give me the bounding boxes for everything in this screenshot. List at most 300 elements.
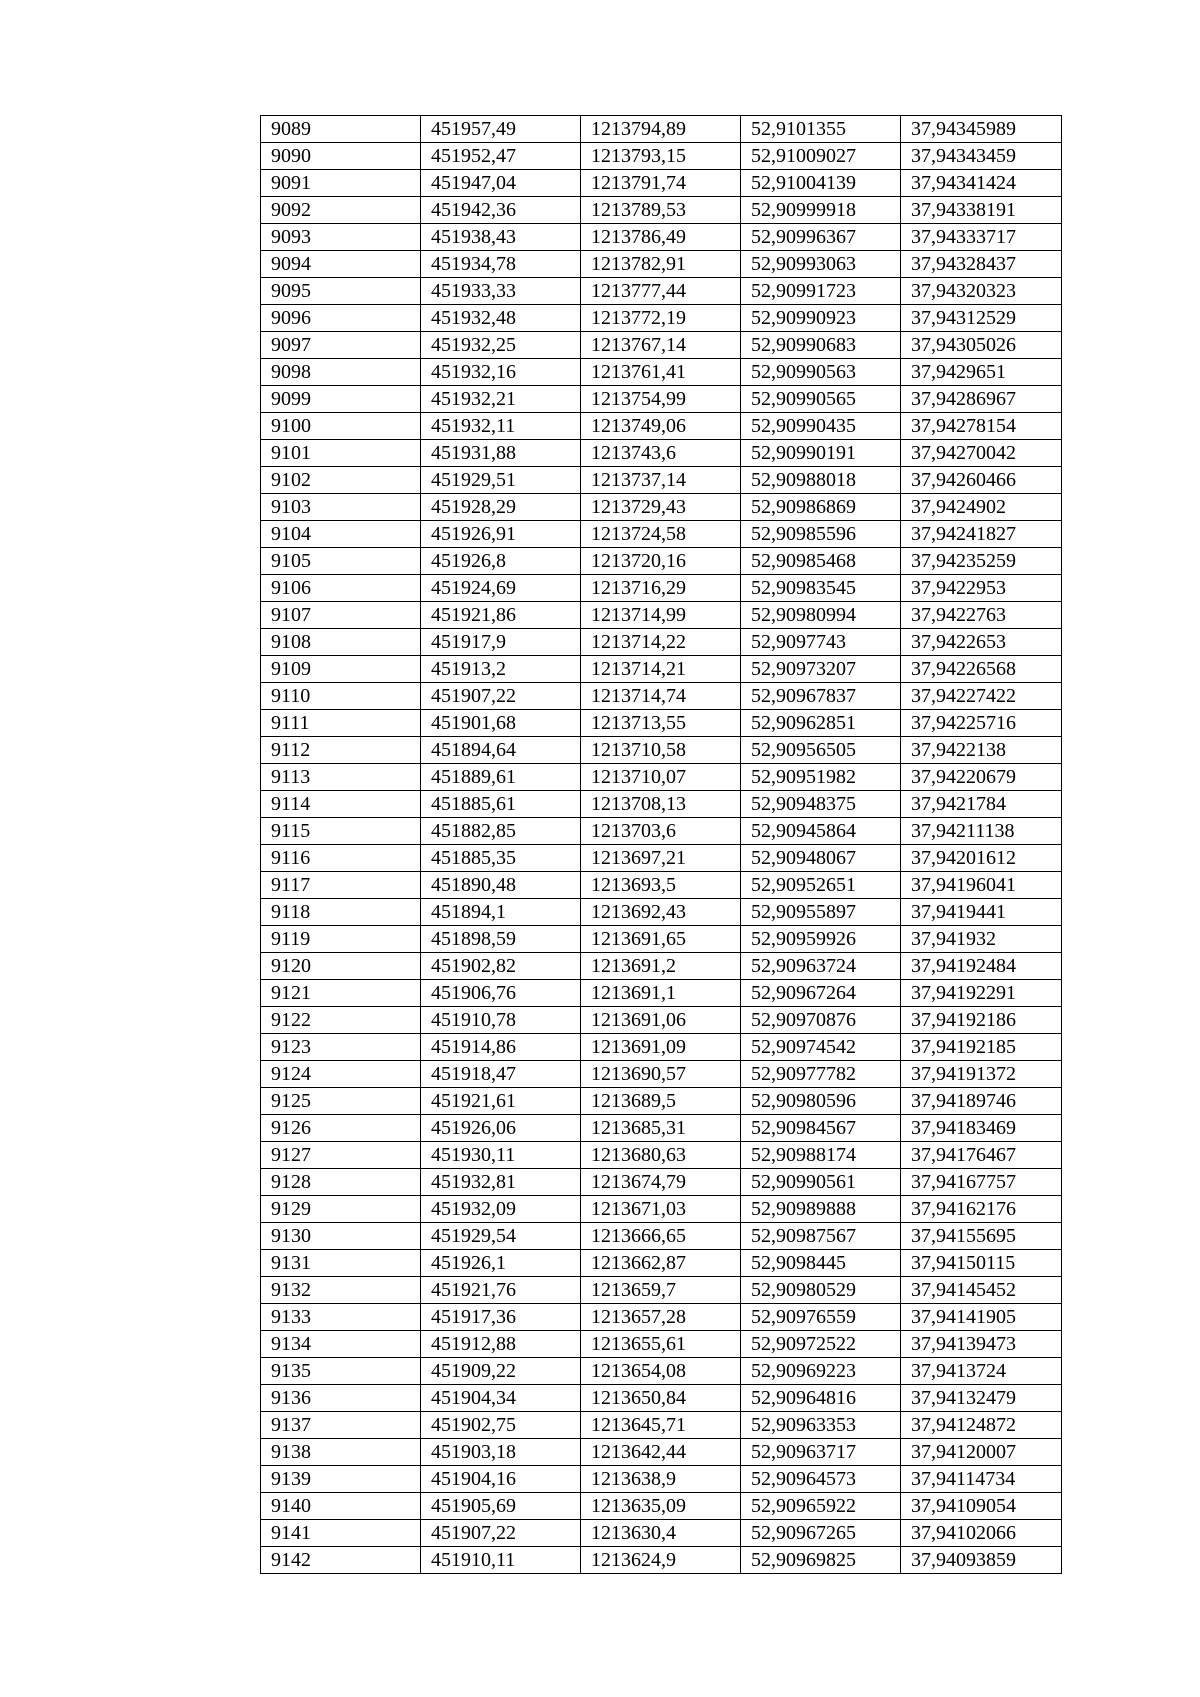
latitude-cell: 52,90990563 [741, 359, 901, 386]
x-coordinate-cell: 451929,54 [421, 1223, 581, 1250]
x-coordinate-cell: 451906,76 [421, 980, 581, 1007]
x-coordinate-cell: 451907,22 [421, 1520, 581, 1547]
latitude-cell: 52,90973207 [741, 656, 901, 683]
x-coordinate-cell: 451902,75 [421, 1412, 581, 1439]
table-row [261, 251, 1062, 278]
table-row [261, 791, 1062, 818]
x-coordinate-cell: 451885,35 [421, 845, 581, 872]
y-coordinate-cell: 1213724,58 [581, 521, 741, 548]
longitude-cell: 37,94278154 [901, 413, 1062, 440]
table-row [261, 224, 1062, 251]
table-row [261, 926, 1062, 953]
latitude-cell: 52,90956505 [741, 737, 901, 764]
point-number-cell: 9111 [261, 710, 421, 737]
y-coordinate-cell: 1213655,61 [581, 1331, 741, 1358]
table-row [261, 467, 1062, 494]
x-coordinate-cell: 451938,43 [421, 224, 581, 251]
point-number-cell: 9096 [261, 305, 421, 332]
x-coordinate-cell: 451917,36 [421, 1304, 581, 1331]
latitude-cell: 52,90948067 [741, 845, 901, 872]
point-number-cell: 9094 [261, 251, 421, 278]
latitude-cell: 52,90962851 [741, 710, 901, 737]
coordinates-table-body [261, 116, 1062, 1574]
table-row [261, 1439, 1062, 1466]
latitude-cell: 52,90951982 [741, 764, 901, 791]
latitude-cell: 52,90990683 [741, 332, 901, 359]
x-coordinate-cell: 451926,91 [421, 521, 581, 548]
x-coordinate-cell: 451894,1 [421, 899, 581, 926]
longitude-cell: 37,94305026 [901, 332, 1062, 359]
point-number-cell: 9110 [261, 683, 421, 710]
point-number-cell: 9091 [261, 170, 421, 197]
point-number-cell: 9095 [261, 278, 421, 305]
table-row [261, 1088, 1062, 1115]
latitude-cell: 52,90993063 [741, 251, 901, 278]
point-number-cell: 9127 [261, 1142, 421, 1169]
longitude-cell: 37,94114734 [901, 1466, 1062, 1493]
y-coordinate-cell: 1213642,44 [581, 1439, 741, 1466]
table-row [261, 1304, 1062, 1331]
table-row [261, 1331, 1062, 1358]
table-row [261, 305, 1062, 332]
longitude-cell: 37,94155695 [901, 1223, 1062, 1250]
x-coordinate-cell: 451930,11 [421, 1142, 581, 1169]
x-coordinate-cell: 451929,51 [421, 467, 581, 494]
y-coordinate-cell: 1213624,9 [581, 1547, 741, 1574]
y-coordinate-cell: 1213697,21 [581, 845, 741, 872]
longitude-cell: 37,94120007 [901, 1439, 1062, 1466]
point-number-cell: 9142 [261, 1547, 421, 1574]
x-coordinate-cell: 451898,59 [421, 926, 581, 953]
latitude-cell: 52,90965922 [741, 1493, 901, 1520]
longitude-cell: 37,94343459 [901, 143, 1062, 170]
latitude-cell: 52,90989888 [741, 1196, 901, 1223]
y-coordinate-cell: 1213638,9 [581, 1466, 741, 1493]
table-row [261, 1520, 1062, 1547]
table-row [261, 683, 1062, 710]
latitude-cell: 52,90999918 [741, 197, 901, 224]
point-number-cell: 9128 [261, 1169, 421, 1196]
x-coordinate-cell: 451904,34 [421, 1385, 581, 1412]
point-number-cell: 9134 [261, 1331, 421, 1358]
x-coordinate-cell: 451926,1 [421, 1250, 581, 1277]
longitude-cell: 37,94241827 [901, 521, 1062, 548]
x-coordinate-cell: 451932,09 [421, 1196, 581, 1223]
latitude-cell: 52,90987567 [741, 1223, 901, 1250]
latitude-cell: 52,91009027 [741, 143, 901, 170]
point-number-cell: 9140 [261, 1493, 421, 1520]
longitude-cell: 37,94141905 [901, 1304, 1062, 1331]
latitude-cell: 52,90977782 [741, 1061, 901, 1088]
latitude-cell: 52,90974542 [741, 1034, 901, 1061]
y-coordinate-cell: 1213729,43 [581, 494, 741, 521]
table-row [261, 359, 1062, 386]
table-row [261, 1115, 1062, 1142]
table-row [261, 1547, 1062, 1574]
x-coordinate-cell: 451928,29 [421, 494, 581, 521]
point-number-cell: 9119 [261, 926, 421, 953]
y-coordinate-cell: 1213708,13 [581, 791, 741, 818]
latitude-cell: 52,90967265 [741, 1520, 901, 1547]
table-row [261, 872, 1062, 899]
longitude-cell: 37,94124872 [901, 1412, 1062, 1439]
point-number-cell: 9123 [261, 1034, 421, 1061]
point-number-cell: 9121 [261, 980, 421, 1007]
y-coordinate-cell: 1213662,87 [581, 1250, 741, 1277]
latitude-cell: 52,90952651 [741, 872, 901, 899]
latitude-cell: 52,90980994 [741, 602, 901, 629]
table-row [261, 710, 1062, 737]
latitude-cell: 52,90969223 [741, 1358, 901, 1385]
y-coordinate-cell: 1213691,06 [581, 1007, 741, 1034]
y-coordinate-cell: 1213714,22 [581, 629, 741, 656]
point-number-cell: 9117 [261, 872, 421, 899]
table-row [261, 953, 1062, 980]
table-row [261, 1358, 1062, 1385]
x-coordinate-cell: 451885,61 [421, 791, 581, 818]
point-number-cell: 9135 [261, 1358, 421, 1385]
latitude-cell: 52,90988174 [741, 1142, 901, 1169]
latitude-cell: 52,90963717 [741, 1439, 901, 1466]
longitude-cell: 37,94338191 [901, 197, 1062, 224]
latitude-cell: 52,90990191 [741, 440, 901, 467]
point-number-cell: 9092 [261, 197, 421, 224]
x-coordinate-cell: 451957,49 [421, 116, 581, 143]
longitude-cell: 37,94220679 [901, 764, 1062, 791]
table-row [261, 845, 1062, 872]
table-row [261, 764, 1062, 791]
table-row [261, 1412, 1062, 1439]
longitude-cell: 37,94189746 [901, 1088, 1062, 1115]
longitude-cell: 37,94286967 [901, 386, 1062, 413]
y-coordinate-cell: 1213761,41 [581, 359, 741, 386]
longitude-cell: 37,94211138 [901, 818, 1062, 845]
point-number-cell: 9104 [261, 521, 421, 548]
longitude-cell: 37,94102066 [901, 1520, 1062, 1547]
point-number-cell: 9118 [261, 899, 421, 926]
y-coordinate-cell: 1213754,99 [581, 386, 741, 413]
latitude-cell: 52,90996367 [741, 224, 901, 251]
y-coordinate-cell: 1213791,74 [581, 170, 741, 197]
x-coordinate-cell: 451918,47 [421, 1061, 581, 1088]
y-coordinate-cell: 1213645,71 [581, 1412, 741, 1439]
x-coordinate-cell: 451907,22 [421, 683, 581, 710]
table-row [261, 1385, 1062, 1412]
y-coordinate-cell: 1213635,09 [581, 1493, 741, 1520]
x-coordinate-cell: 451882,85 [421, 818, 581, 845]
point-number-cell: 9098 [261, 359, 421, 386]
point-number-cell: 9124 [261, 1061, 421, 1088]
y-coordinate-cell: 1213680,63 [581, 1142, 741, 1169]
y-coordinate-cell: 1213654,08 [581, 1358, 741, 1385]
y-coordinate-cell: 1213703,6 [581, 818, 741, 845]
y-coordinate-cell: 1213710,58 [581, 737, 741, 764]
table-row [261, 980, 1062, 1007]
latitude-cell: 52,90984567 [741, 1115, 901, 1142]
latitude-cell: 52,90964573 [741, 1466, 901, 1493]
latitude-cell: 52,90985596 [741, 521, 901, 548]
longitude-cell: 37,94312529 [901, 305, 1062, 332]
latitude-cell: 52,90945864 [741, 818, 901, 845]
latitude-cell: 52,90963353 [741, 1412, 901, 1439]
table-row [261, 1466, 1062, 1493]
table-row [261, 629, 1062, 656]
longitude-cell: 37,9422138 [901, 737, 1062, 764]
table-row [261, 278, 1062, 305]
point-number-cell: 9109 [261, 656, 421, 683]
point-number-cell: 9116 [261, 845, 421, 872]
point-number-cell: 9101 [261, 440, 421, 467]
latitude-cell: 52,91004139 [741, 170, 901, 197]
longitude-cell: 37,94145452 [901, 1277, 1062, 1304]
point-number-cell: 9108 [261, 629, 421, 656]
table-row [261, 521, 1062, 548]
point-number-cell: 9138 [261, 1439, 421, 1466]
table-row [261, 1277, 1062, 1304]
table-row [261, 1493, 1062, 1520]
latitude-cell: 52,90986869 [741, 494, 901, 521]
x-coordinate-cell: 451924,69 [421, 575, 581, 602]
x-coordinate-cell: 451921,61 [421, 1088, 581, 1115]
x-coordinate-cell: 451903,18 [421, 1439, 581, 1466]
y-coordinate-cell: 1213666,65 [581, 1223, 741, 1250]
x-coordinate-cell: 451909,22 [421, 1358, 581, 1385]
table-row [261, 1250, 1062, 1277]
latitude-cell: 52,90963724 [741, 953, 901, 980]
point-number-cell: 9103 [261, 494, 421, 521]
point-number-cell: 9132 [261, 1277, 421, 1304]
longitude-cell: 37,94201612 [901, 845, 1062, 872]
longitude-cell: 37,94176467 [901, 1142, 1062, 1169]
latitude-cell: 52,90990435 [741, 413, 901, 440]
longitude-cell: 37,94132479 [901, 1385, 1062, 1412]
y-coordinate-cell: 1213691,09 [581, 1034, 741, 1061]
point-number-cell: 9120 [261, 953, 421, 980]
y-coordinate-cell: 1213674,79 [581, 1169, 741, 1196]
latitude-cell: 52,90976559 [741, 1304, 901, 1331]
point-number-cell: 9097 [261, 332, 421, 359]
longitude-cell: 37,9422653 [901, 629, 1062, 656]
table-row [261, 1007, 1062, 1034]
point-number-cell: 9099 [261, 386, 421, 413]
table-row [261, 386, 1062, 413]
table-row [261, 332, 1062, 359]
table-row [261, 602, 1062, 629]
x-coordinate-cell: 451932,81 [421, 1169, 581, 1196]
point-number-cell: 9133 [261, 1304, 421, 1331]
x-coordinate-cell: 451914,86 [421, 1034, 581, 1061]
x-coordinate-cell: 451933,33 [421, 278, 581, 305]
latitude-cell: 52,90967264 [741, 980, 901, 1007]
y-coordinate-cell: 1213713,55 [581, 710, 741, 737]
y-coordinate-cell: 1213714,99 [581, 602, 741, 629]
point-number-cell: 9137 [261, 1412, 421, 1439]
table-row [261, 170, 1062, 197]
x-coordinate-cell: 451942,36 [421, 197, 581, 224]
x-coordinate-cell: 451890,48 [421, 872, 581, 899]
latitude-cell: 52,90969825 [741, 1547, 901, 1574]
y-coordinate-cell: 1213657,28 [581, 1304, 741, 1331]
x-coordinate-cell: 451932,25 [421, 332, 581, 359]
longitude-cell: 37,94192484 [901, 953, 1062, 980]
point-number-cell: 9122 [261, 1007, 421, 1034]
longitude-cell: 37,94226568 [901, 656, 1062, 683]
table-row [261, 1034, 1062, 1061]
point-number-cell: 9130 [261, 1223, 421, 1250]
latitude-cell: 52,90990561 [741, 1169, 901, 1196]
latitude-cell: 52,90967837 [741, 683, 901, 710]
point-number-cell: 9141 [261, 1520, 421, 1547]
table-row [261, 116, 1062, 143]
point-number-cell: 9093 [261, 224, 421, 251]
point-number-cell: 9115 [261, 818, 421, 845]
longitude-cell: 37,9424902 [901, 494, 1062, 521]
table-row [261, 575, 1062, 602]
table-row [261, 1169, 1062, 1196]
latitude-cell: 52,90970876 [741, 1007, 901, 1034]
latitude-cell: 52,9098445 [741, 1250, 901, 1277]
longitude-cell: 37,94093859 [901, 1547, 1062, 1574]
x-coordinate-cell: 451932,11 [421, 413, 581, 440]
x-coordinate-cell: 451932,21 [421, 386, 581, 413]
latitude-cell: 52,90980596 [741, 1088, 901, 1115]
longitude-cell: 37,94139473 [901, 1331, 1062, 1358]
point-number-cell: 9136 [261, 1385, 421, 1412]
longitude-cell: 37,941932 [901, 926, 1062, 953]
x-coordinate-cell: 451926,8 [421, 548, 581, 575]
point-number-cell: 9139 [261, 1466, 421, 1493]
longitude-cell: 37,94162176 [901, 1196, 1062, 1223]
table-row [261, 548, 1062, 575]
longitude-cell: 37,94167757 [901, 1169, 1062, 1196]
y-coordinate-cell: 1213794,89 [581, 116, 741, 143]
longitude-cell: 37,94320323 [901, 278, 1062, 305]
table-row [261, 494, 1062, 521]
longitude-cell: 37,9429651 [901, 359, 1062, 386]
point-number-cell: 9126 [261, 1115, 421, 1142]
y-coordinate-cell: 1213691,1 [581, 980, 741, 1007]
latitude-cell: 52,90980529 [741, 1277, 901, 1304]
x-coordinate-cell: 451947,04 [421, 170, 581, 197]
table-row [261, 656, 1062, 683]
longitude-cell: 37,94345989 [901, 116, 1062, 143]
y-coordinate-cell: 1213714,74 [581, 683, 741, 710]
x-coordinate-cell: 451904,16 [421, 1466, 581, 1493]
x-coordinate-cell: 451926,06 [421, 1115, 581, 1142]
x-coordinate-cell: 451932,16 [421, 359, 581, 386]
point-number-cell: 9090 [261, 143, 421, 170]
longitude-cell: 37,94328437 [901, 251, 1062, 278]
latitude-cell: 52,90959926 [741, 926, 901, 953]
table-row [261, 1142, 1062, 1169]
table-row [261, 818, 1062, 845]
y-coordinate-cell: 1213772,19 [581, 305, 741, 332]
longitude-cell: 37,94235259 [901, 548, 1062, 575]
longitude-cell: 37,94270042 [901, 440, 1062, 467]
y-coordinate-cell: 1213777,44 [581, 278, 741, 305]
table-row [261, 1223, 1062, 1250]
point-number-cell: 9112 [261, 737, 421, 764]
latitude-cell: 52,90991723 [741, 278, 901, 305]
y-coordinate-cell: 1213789,53 [581, 197, 741, 224]
longitude-cell: 37,94192291 [901, 980, 1062, 1007]
point-number-cell: 9113 [261, 764, 421, 791]
longitude-cell: 37,94109054 [901, 1493, 1062, 1520]
x-coordinate-cell: 451901,68 [421, 710, 581, 737]
longitude-cell: 37,94333717 [901, 224, 1062, 251]
table-row [261, 1196, 1062, 1223]
y-coordinate-cell: 1213692,43 [581, 899, 741, 926]
x-coordinate-cell: 451917,9 [421, 629, 581, 656]
table-row [261, 413, 1062, 440]
latitude-cell: 52,90988018 [741, 467, 901, 494]
latitude-cell: 52,90964816 [741, 1385, 901, 1412]
longitude-cell: 37,94227422 [901, 683, 1062, 710]
longitude-cell: 37,9421784 [901, 791, 1062, 818]
latitude-cell: 52,90990923 [741, 305, 901, 332]
y-coordinate-cell: 1213650,84 [581, 1385, 741, 1412]
y-coordinate-cell: 1213690,57 [581, 1061, 741, 1088]
y-coordinate-cell: 1213691,65 [581, 926, 741, 953]
latitude-cell: 52,90985468 [741, 548, 901, 575]
y-coordinate-cell: 1213793,15 [581, 143, 741, 170]
point-number-cell: 9114 [261, 791, 421, 818]
point-number-cell: 9129 [261, 1196, 421, 1223]
y-coordinate-cell: 1213710,07 [581, 764, 741, 791]
x-coordinate-cell: 451910,78 [421, 1007, 581, 1034]
y-coordinate-cell: 1213714,21 [581, 656, 741, 683]
latitude-cell: 52,9101355 [741, 116, 901, 143]
y-coordinate-cell: 1213786,49 [581, 224, 741, 251]
point-number-cell: 9102 [261, 467, 421, 494]
y-coordinate-cell: 1213685,31 [581, 1115, 741, 1142]
latitude-cell: 52,90948375 [741, 791, 901, 818]
y-coordinate-cell: 1213720,16 [581, 548, 741, 575]
x-coordinate-cell: 451921,86 [421, 602, 581, 629]
latitude-cell: 52,9097743 [741, 629, 901, 656]
x-coordinate-cell: 451894,64 [421, 737, 581, 764]
point-number-cell: 9106 [261, 575, 421, 602]
point-number-cell: 9107 [261, 602, 421, 629]
y-coordinate-cell: 1213659,7 [581, 1277, 741, 1304]
latitude-cell: 52,90983545 [741, 575, 901, 602]
point-number-cell: 9105 [261, 548, 421, 575]
longitude-cell: 37,94341424 [901, 170, 1062, 197]
point-number-cell: 9131 [261, 1250, 421, 1277]
longitude-cell: 37,94150115 [901, 1250, 1062, 1277]
y-coordinate-cell: 1213737,14 [581, 467, 741, 494]
y-coordinate-cell: 1213689,5 [581, 1088, 741, 1115]
y-coordinate-cell: 1213691,2 [581, 953, 741, 980]
latitude-cell: 52,90990565 [741, 386, 901, 413]
longitude-cell: 37,9422763 [901, 602, 1062, 629]
y-coordinate-cell: 1213630,4 [581, 1520, 741, 1547]
y-coordinate-cell: 1213743,6 [581, 440, 741, 467]
longitude-cell: 37,94225716 [901, 710, 1062, 737]
coordinates-table [260, 115, 1062, 1574]
y-coordinate-cell: 1213716,29 [581, 575, 741, 602]
longitude-cell: 37,9422953 [901, 575, 1062, 602]
point-number-cell: 9089 [261, 116, 421, 143]
y-coordinate-cell: 1213782,91 [581, 251, 741, 278]
x-coordinate-cell: 451912,88 [421, 1331, 581, 1358]
point-number-cell: 9100 [261, 413, 421, 440]
longitude-cell: 37,94192185 [901, 1034, 1062, 1061]
latitude-cell: 52,90972522 [741, 1331, 901, 1358]
x-coordinate-cell: 451921,76 [421, 1277, 581, 1304]
x-coordinate-cell: 451952,47 [421, 143, 581, 170]
x-coordinate-cell: 451934,78 [421, 251, 581, 278]
